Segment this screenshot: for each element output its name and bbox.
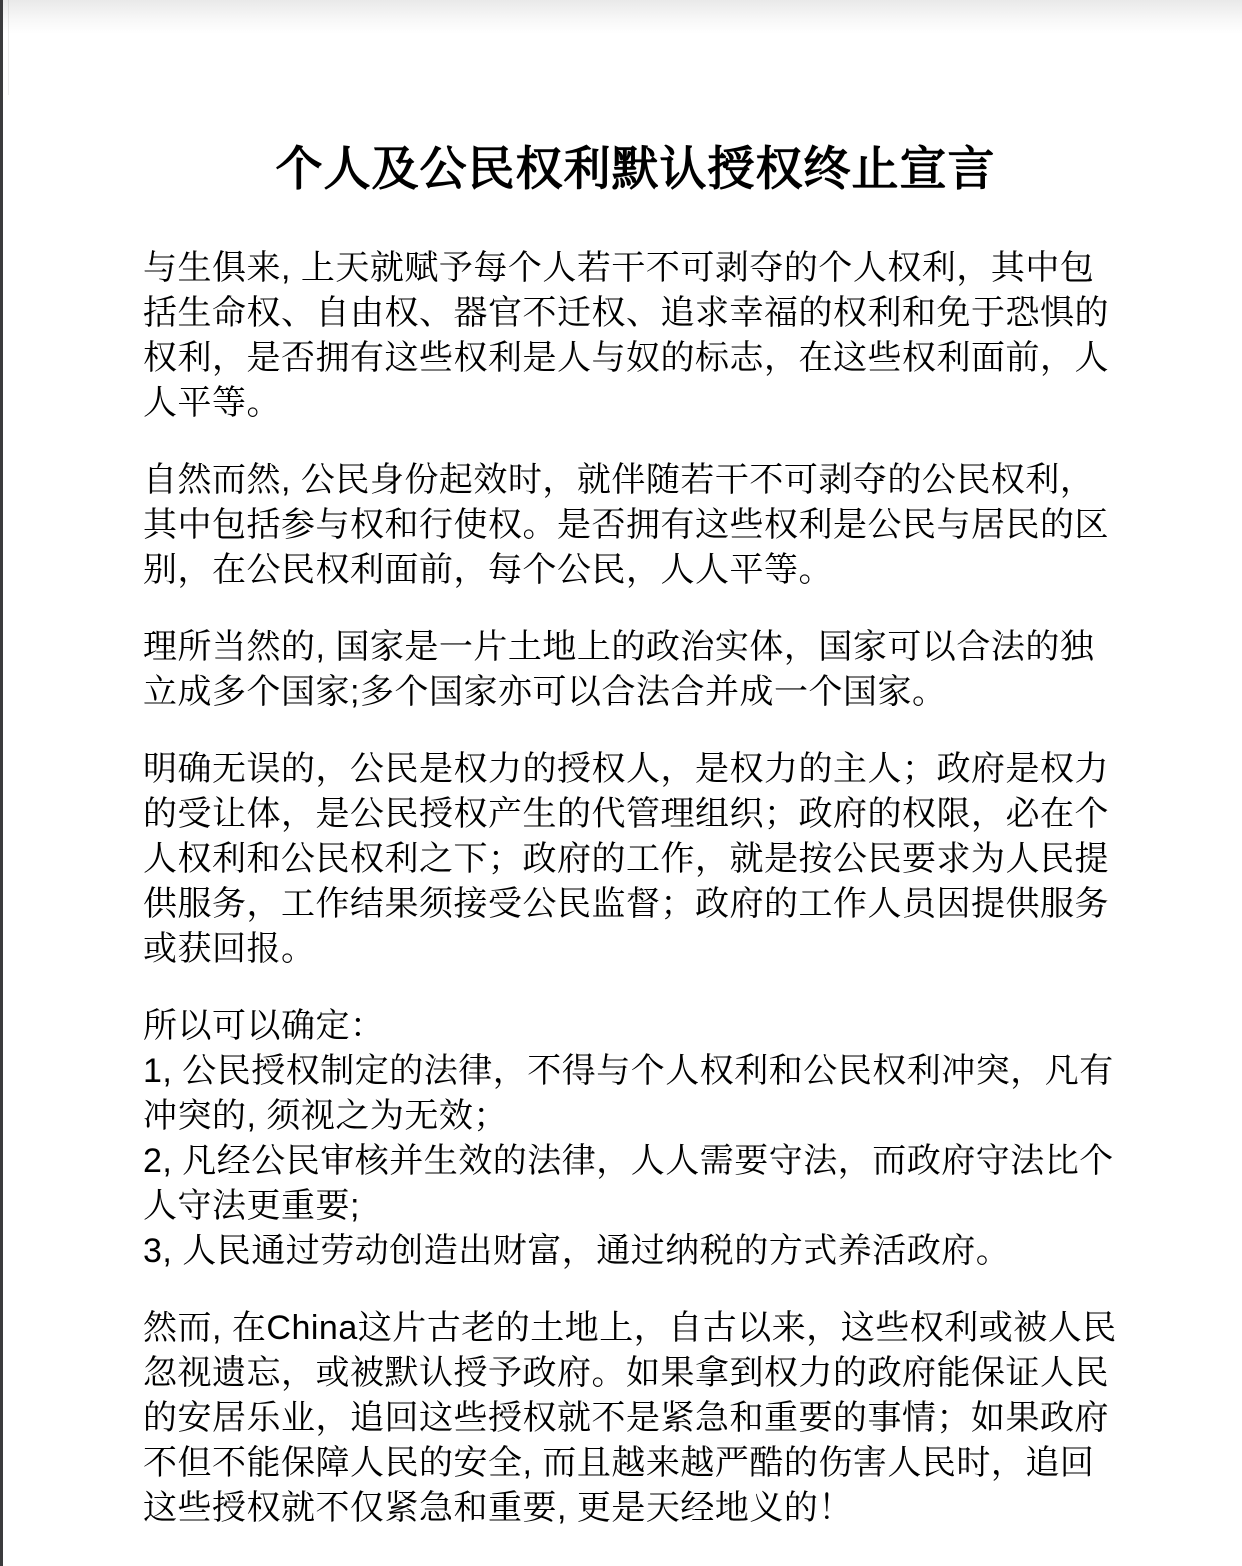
paragraph-innate-personal-rights: 与生俱来, 上天就赋予每个人若干不可剥夺的个人权利，其中包括生命权、自由权、器官不迁权、追求幸福的权利和免于恐惧的权利，是否拥有这些权利是人与奴的标志，在这些权利面前，人人平等。: [143, 249, 1109, 422]
numbered-conclusions: [143, 1004, 1128, 1274]
paragraph-civil-rights: 自然而然, 公民身份起效时，就伴随若干不可剥夺的公民权利，其中包括参与权和行使权。是否拥有这些权利是公民与居民的区别，在公民权利面前，每个公民，人人平等。: [143, 461, 1109, 589]
left-faint-line: [8, 0, 9, 95]
conclusions-intro: 所以可以确定：: [143, 1007, 385, 1045]
paragraph-however-china: 然而, 在China这片古老的土地上，自古以来，这些权利或被人民忽视遗忘，或被默认授予政府。如果拿到权力的政府能保证人民的安居乐业，追回这些授权就不是紧急和重要的事情；如果政府不但不能保障人民的安全, 而且越来越严酷的伤害人民时，追回这些授权就不仅紧急和重要, 更是天经地义的！: [143, 1309, 1117, 1527]
conclusion-item-1: 1, 公民授权制定的法律，不得与个人权利和公民权利冲突，凡有冲突的, 须视之为无效；: [143, 1052, 1114, 1135]
window-left-edge: [0, 0, 3, 1566]
conclusion-item-2: 2, 凡经公民审核并生效的法律，人人需要守法，而政府守法比个人守法更重要;: [143, 1142, 1114, 1225]
document-title: 个人及公民权利默认授权终止宣言: [275, 142, 996, 195]
document-page: [143, 0, 1128, 1531]
conclusion-item-3: 3, 人民通过劳动创造出财富，通过纳税的方式养活政府。: [143, 1232, 1011, 1270]
paragraph-citizen-authorizer: 明确无误的，公民是权力的授权人，是权力的主人；政府是权力的受让体，是公民授权产生的代管理组织；政府的权限，必在个人权利和公民权利之下；政府的工作，就是按公民要求为人民提供服务，工作结果须接受公民监督；政府的工作人员因提供服务或获回报。: [143, 750, 1109, 968]
paragraph-nation-entity: 理所当然的, 国家是一片土地上的政治实体，国家可以合法的独立成多个国家;多个国家亦可以合法合并成一个国家。: [143, 628, 1095, 711]
